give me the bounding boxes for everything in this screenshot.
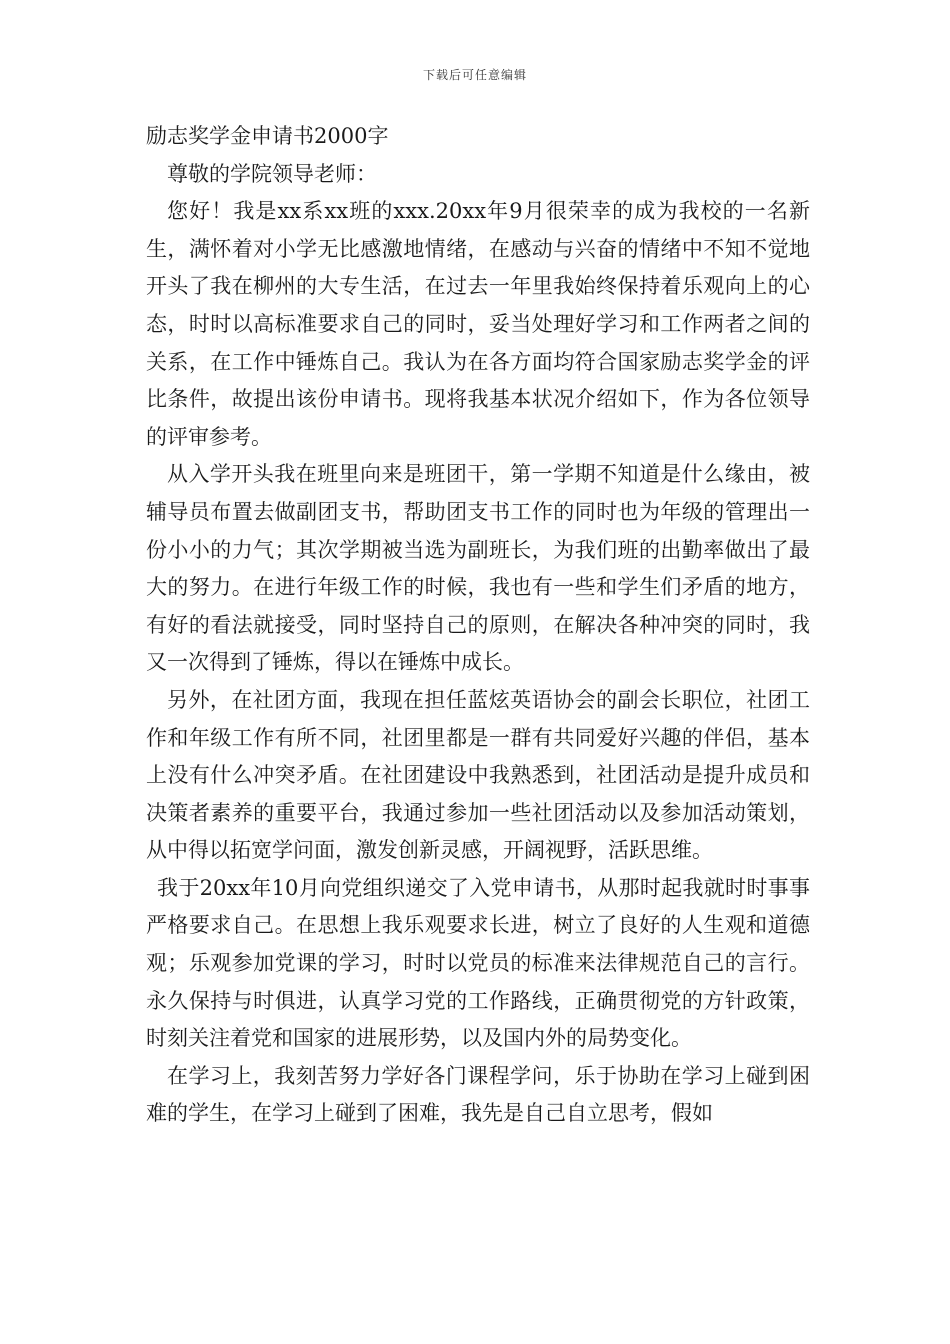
document-title: 励志奖学金申请书2000字 xyxy=(146,124,389,148)
paragraph-3: 另外，在社团方面，我现在担任蓝炫英语协会的副会长职位，社团工作和年级工作有所不同，社团里都是一群有共同爱好兴趣的伴侣，基本上没有什么冲突矛盾。在社团建设中我熟悉到，社团活动是提升成员和决策者素养的重要平台，我通过参加一些社团活动以及参加活动策划，从中得以拓宽学问面，激发创新灵感，开阔视野，活跃思维。 xyxy=(146,687,810,863)
paragraph-4: 我于20xx年10月向党组织递交了入党申请书，从那时起我就时时事事严格要求自己。在思想上我乐观要求长进，树立了良好的人生观和道德观；乐观参加党课的学习，时时以党员的标准来法律规范自己的言行。永久保持与时俱进，认真学习党的工作路线，正确贯彻党的方针政策，时刻关注着党和国家的进展形势，以及国内外的局势变化。 xyxy=(146,875,810,1051)
paragraph-5: 在学习上，我刻苦努力学好各门课程学问，乐于协助在学习上碰到困难的学生，在学习上碰到了困难，我先是自己自立思考，假如 xyxy=(146,1063,810,1126)
paragraph-1: 您好！我是xx系xx班的xxx.20xx年9月很荣幸的成为我校的一名新生，满怀着对小学无比感激地情绪，在感动与兴奋的情绪中不知不觉地开头了我在柳州的大专生活，在过去一年里我始终保持着乐观向上的心态，时时以高标准要求自己的同时，妥当处理好学习和工作两者之间的关系，在工作中锤炼自己。我认为在各方面均符合国家励志奖学金的评比条件，故提出该份申请书。现将我基本状况介绍如下，作为各位领导的评审参考。 xyxy=(146,199,810,449)
page-header-note: 下载后可任意编辑 xyxy=(422,68,527,82)
paragraph-2: 从入学开头我在班里向来是班团干，第一学期不知道是什么缘由，被辅导员布置去做副团支书，帮助团支书工作的同时也为年级的管理出一份小小的力气；其次学期被当选为副班长，为我们班的出勤率做出了最大的努力。在进行年级工作的时候，我也有一些和学生们矛盾的地方，有好的看法就接受，同时坚持自己的原则，在解决各种冲突的同时，我又一次得到了锤炼，得以在锤炼中成长。 xyxy=(146,462,810,675)
document-body xyxy=(146,118,810,1133)
salutation: 尊敬的学院领导老师： xyxy=(167,161,377,186)
